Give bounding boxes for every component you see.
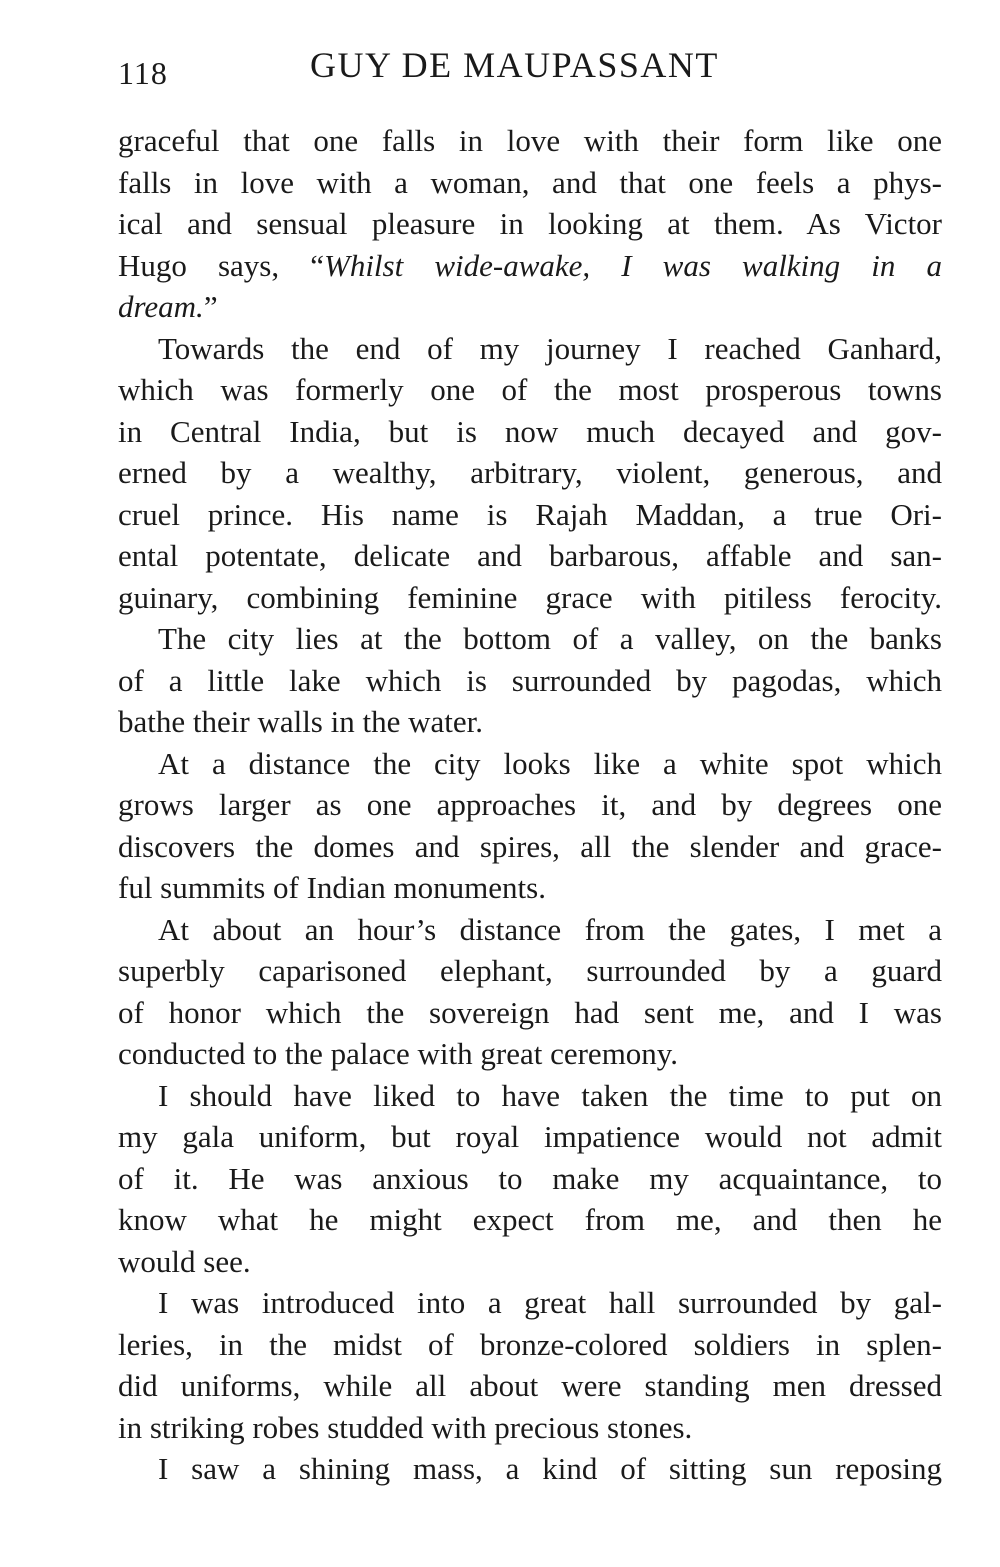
text-line: Towards the end of my journey I reached Ganhard, [158,330,942,366]
text-line: in Central India, but is now much decayed and gov- [118,413,942,449]
body-text [118,120,942,1490]
text-line: graceful that one falls in love with their form like one [118,123,942,158]
text-line: grows larger as one approaches it, and by degrees one [118,787,942,822]
quote-lead: Hugo says, “ [118,247,324,283]
text-line: ful summits of Indian monuments. [118,870,546,905]
text-line: erned by a wealthy, arbitrary, violent, generous, and [118,455,942,490]
paragraph-continuation [118,120,942,328]
text-line: falls in love with a woman, and that one feels a phys- [118,164,942,200]
text-line: I should have liked to have taken the time to put on [158,1077,942,1113]
text-line: of it. He was anxious to make my acquaintance, to [118,1160,942,1196]
text-line: of honor which the sovereign had sent me, and I was [118,994,942,1030]
text-line: At about an hour’s distance from the gates, I met a [158,911,942,947]
quote-italic: Whilst wide-awake, I was walking in a [324,247,942,283]
text-line: would see. [118,1243,251,1279]
text-line-quote-end [118,286,942,328]
text-line: discovers the domes and spires, all the slender and grace- [118,828,942,864]
text-line: conducted to the palace with great ceremony. [118,1036,679,1071]
paragraph [118,1075,942,1283]
text-line: The city lies at the bottom of a valley, on the banks [158,621,942,656]
paragraph [118,328,942,619]
page-header [118,40,942,100]
paragraph [118,1448,942,1490]
text-line: my gala uniform, but royal impatience would not admit [118,1119,942,1154]
text-line: guinary, combining feminine grace with pitiless ferocity. [118,579,942,615]
text-line: in striking robes studded with precious stones. [118,1409,693,1445]
book-page [118,40,942,1490]
text-line: know what he might expect from me, and then he [118,1202,942,1237]
text-line: ical and sensual pleasure in looking at them. As Victor [118,206,942,241]
paragraph [118,909,942,1075]
text-line: superbly caparisoned elephant, surrounded by a guard [118,953,942,988]
quote-close: ” [203,289,218,324]
paragraph [118,618,942,743]
text-line: bathe their walls in the water. [118,704,483,739]
page-number: 118 [118,55,168,91]
text-line: which was formerly one of the most prosperous towns [118,372,942,407]
text-line: At a distance the city looks like a white spot which [158,745,942,781]
text-line: ental potentate, delicate and barbarous, affable and san- [118,538,942,573]
text-line: I was introduced into a great hall surrounded by gal- [158,1285,942,1320]
paragraph [118,1282,942,1448]
text-line: I saw a shining mass, a kind of sitting sun reposing [158,1451,942,1486]
text-line: cruel prince. His name is Rajah Maddan, a true Ori- [118,496,942,532]
running-title: GUY DE MAUPASSANT [310,45,719,85]
paragraph [118,743,942,909]
quote-italic-end: dream. [118,289,204,324]
text-line: did uniforms, while all about were standing men dressed [118,1368,942,1403]
text-line: of a little lake which is surrounded by pagodas, which [118,662,942,698]
text-line-quote [118,245,942,287]
text-line: leries, in the midst of bronze-colored soldiers in splen- [118,1326,942,1362]
